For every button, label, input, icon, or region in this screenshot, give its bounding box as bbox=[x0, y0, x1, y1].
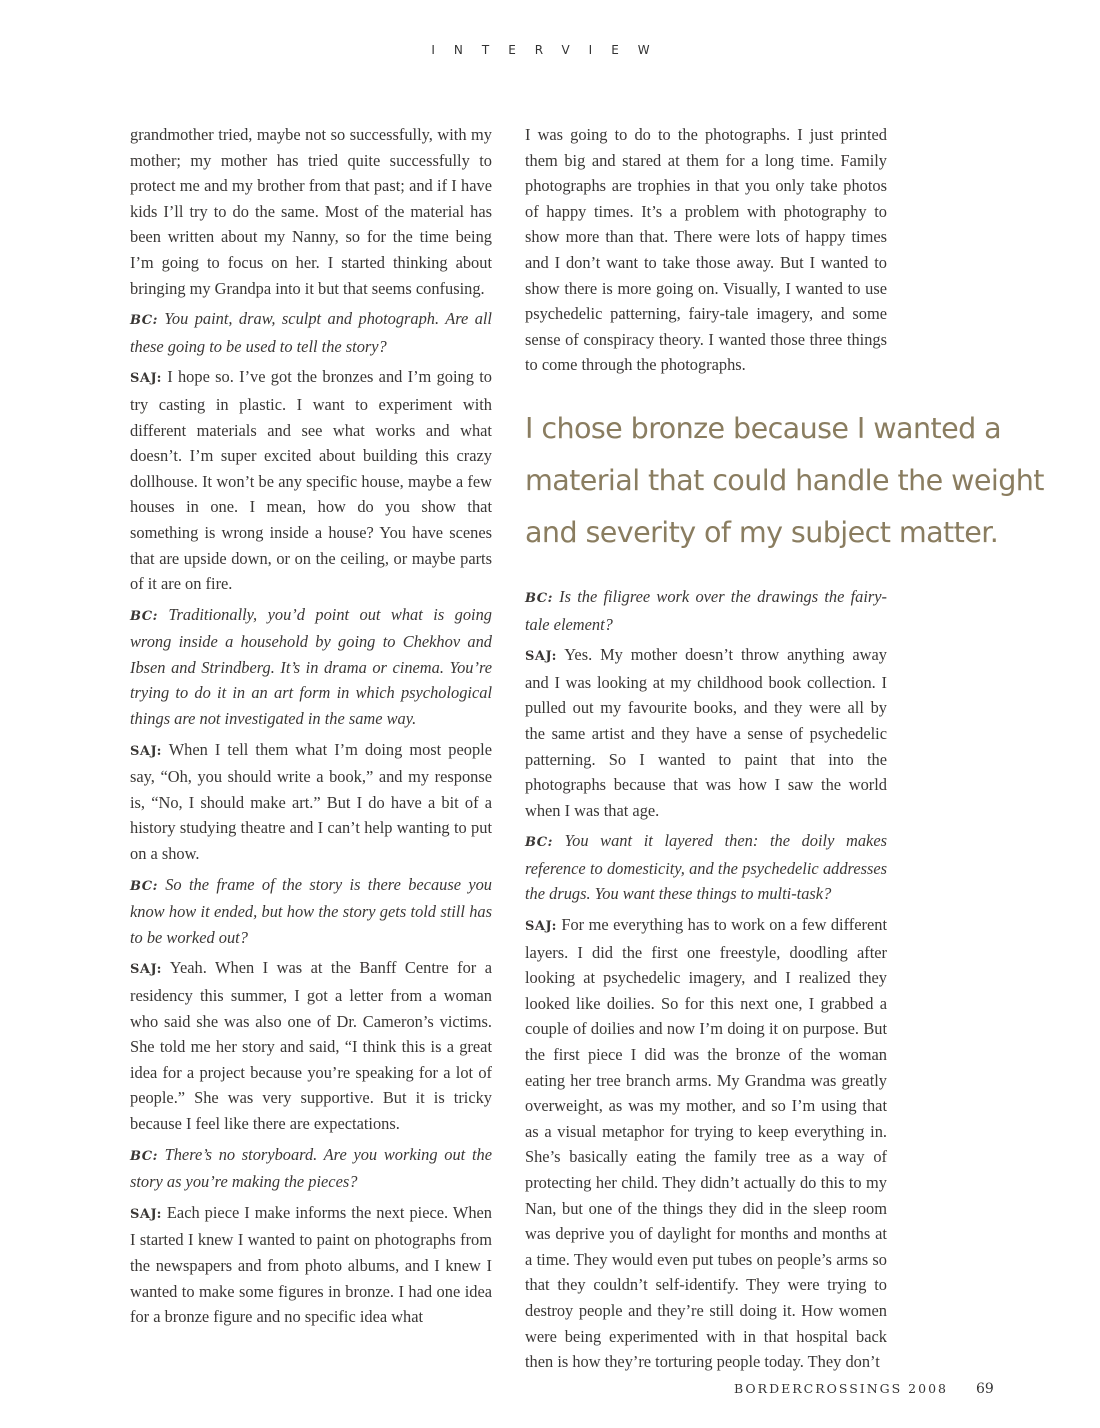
paragraph-text: I hope so. I’ve got the bronzes and I’m going to try casting in plastic. I want to experiment with different materials and see what works and what doesn’t. I’m super excited about building this crazy dollhouse. It won’t be any specific house, maybe a few houses in one. I mean, how do you show that something is wrong inside a house? You have scenes that are upside down, or on the ceiling, or maybe parts of it are on fire. bbox=[130, 367, 492, 594]
page-number: 69 bbox=[975, 1381, 994, 1397]
left-col-answer bbox=[130, 1200, 492, 1330]
speaker-label: SAJ: bbox=[525, 649, 557, 665]
page-footer bbox=[734, 1381, 994, 1397]
paragraph-text: Yes. My mother doesn’t throw anything away and I was looking at my childhood book collection. I pulled out my favourite books, and they were all by the same artist and they have a sense of psychedelic patterning. So I wanted to paint that into the photographs because that was how I saw the world when I was that age. bbox=[525, 645, 887, 820]
speaker-label: SAJ: bbox=[525, 919, 557, 935]
right-column bbox=[525, 122, 1044, 1380]
speaker-label: SAJ: bbox=[130, 743, 162, 759]
right-column-intro-paragraph: I was going to do to the photographs. I just printed them big and stared at them for a long time. Family photographs are trophies in that you only take photos of happy times. It’s a problem with photography to show more than that. There were lots of happy times and I don’t want to take those away. But I wanted to show there is more going on. Visually, I wanted to use psychedelic patterning, fairy-tale imagery, and some sense of conspiracy theory. I wanted those three things to come through the photographs. bbox=[525, 125, 887, 375]
right-col-question bbox=[525, 584, 887, 637]
paragraph-text: You paint, draw, sculpt and photograph. Are all these going to be used to tell the story? bbox=[130, 309, 492, 356]
paragraph-text: Each piece I make informs the next piece. When I started I knew I wanted to paint on photographs from the newspapers and from photo albums, and I knew I wanted to make some figures in bronze. I had one idea for a bronze figure and no specific idea what bbox=[130, 1202, 492, 1327]
paragraph-text: So the frame of the story is there because you know how it ended, but how the story gets told still has to be worked out? bbox=[130, 874, 493, 947]
speaker-label: SAJ: bbox=[130, 1206, 162, 1222]
left-col-answer bbox=[130, 364, 492, 596]
left-column bbox=[130, 122, 492, 1335]
paragraph-text: There’s no storyboard. Are you working out the story as you’re making the pieces? bbox=[130, 1144, 492, 1192]
speaker-label: BC: bbox=[130, 608, 158, 624]
publication-name: BORDERCROSSINGS 2008 bbox=[734, 1381, 948, 1396]
paragraph-text: Traditionally, you’d point out what is going wrong inside a household by going to Chekhov and Ibsen and Strindberg. It’s in drama or cinema. You’re trying to do it in an art form in which psychological things are not investigated in the same way. bbox=[130, 604, 492, 729]
speaker-label: BC: bbox=[525, 835, 553, 851]
left-col-question bbox=[130, 872, 492, 951]
paragraph-text: Is the filigree work over the drawings the fairy-tale element? bbox=[525, 586, 888, 634]
speaker-label: SAJ: bbox=[130, 371, 162, 387]
paragraph-text: For me everything has to work on a few different layers. I did the first one freestyle, doodling after looking at psychedelic imagery, and I realized they looked like doilies. So for this next one, I grabbed a couple of doilies and now I’m doing it on purpose. But the first piece I did was the bronze of the woman eating her tree branch arms. My Grandma was greatly overweight, as was my mother, and so I’m using that as a visual metaphor for trying to keep everything in. She’s basically eating the family tree as a way of protecting her child. They didn’t actually do this to my Nan, but one of the things they did in the sleep room was deprive you of daylight for months and months at a time. They would even put tubes on people’s arms so that they couldn’t self-identify. They were trying to destroy people and they’re still doing it. How women were being experimented with in that hospital back then is how they’re torturing people today. They don’t bbox=[525, 915, 887, 1372]
left-col-question bbox=[130, 1142, 492, 1195]
pull-quote: I chose bronze because I wanted a material that could handle the weight and severity of my subject matter. bbox=[525, 410, 1044, 549]
left-col-answer bbox=[130, 737, 492, 867]
left-col-answer bbox=[130, 955, 492, 1136]
paragraph-text: Yeah. When I was at the Banff Centre for a residency this summer, I got a letter from a woman who said she was also one of Dr. Cameron’s victims. She told me her story and said, “I think this is a great idea for a project because you’re speaking for a lot of people.” She was very supportive. But it is tricky because I feel like there are expectations. bbox=[130, 958, 492, 1133]
left-col-paragraph bbox=[130, 122, 492, 301]
right-col-answer bbox=[525, 642, 887, 823]
paragraph-text: You want it layered then: the doily makes reference to domesticity, and the psychedelic addresses the drugs. You want these things to multi-task? bbox=[525, 831, 887, 904]
left-col-question bbox=[130, 602, 492, 732]
right-col-question bbox=[525, 828, 887, 907]
speaker-label: BC: bbox=[130, 313, 158, 329]
left-col-question bbox=[130, 306, 492, 359]
speaker-label: SAJ: bbox=[130, 962, 162, 978]
right-col-answer bbox=[525, 912, 887, 1375]
paragraph-text: When I tell them what I’m doing most people say, “Oh, you should write a book,” and my response is, “No, I should make art.” But I do have a bit of a history studying theatre and I can’t help wanting to put on a show. bbox=[130, 739, 492, 864]
speaker-label: BC: bbox=[130, 1148, 158, 1164]
speaker-label: BC: bbox=[525, 590, 553, 606]
section-header: INTERVIEW bbox=[431, 43, 669, 57]
paragraph-text: grandmother tried, maybe not so successfully, with my mother; my mother has tried quite successfully to protect me and my brother from that past; and if I have kids I’ll try to do the same. Most of the material has been written about my Nanny, so for the time being I’m going to focus on her. I started thinking about bringing my Grandpa into it but that seems confusing. bbox=[130, 125, 492, 298]
speaker-label: BC: bbox=[130, 878, 158, 894]
right-column-dialogue bbox=[525, 584, 887, 1375]
